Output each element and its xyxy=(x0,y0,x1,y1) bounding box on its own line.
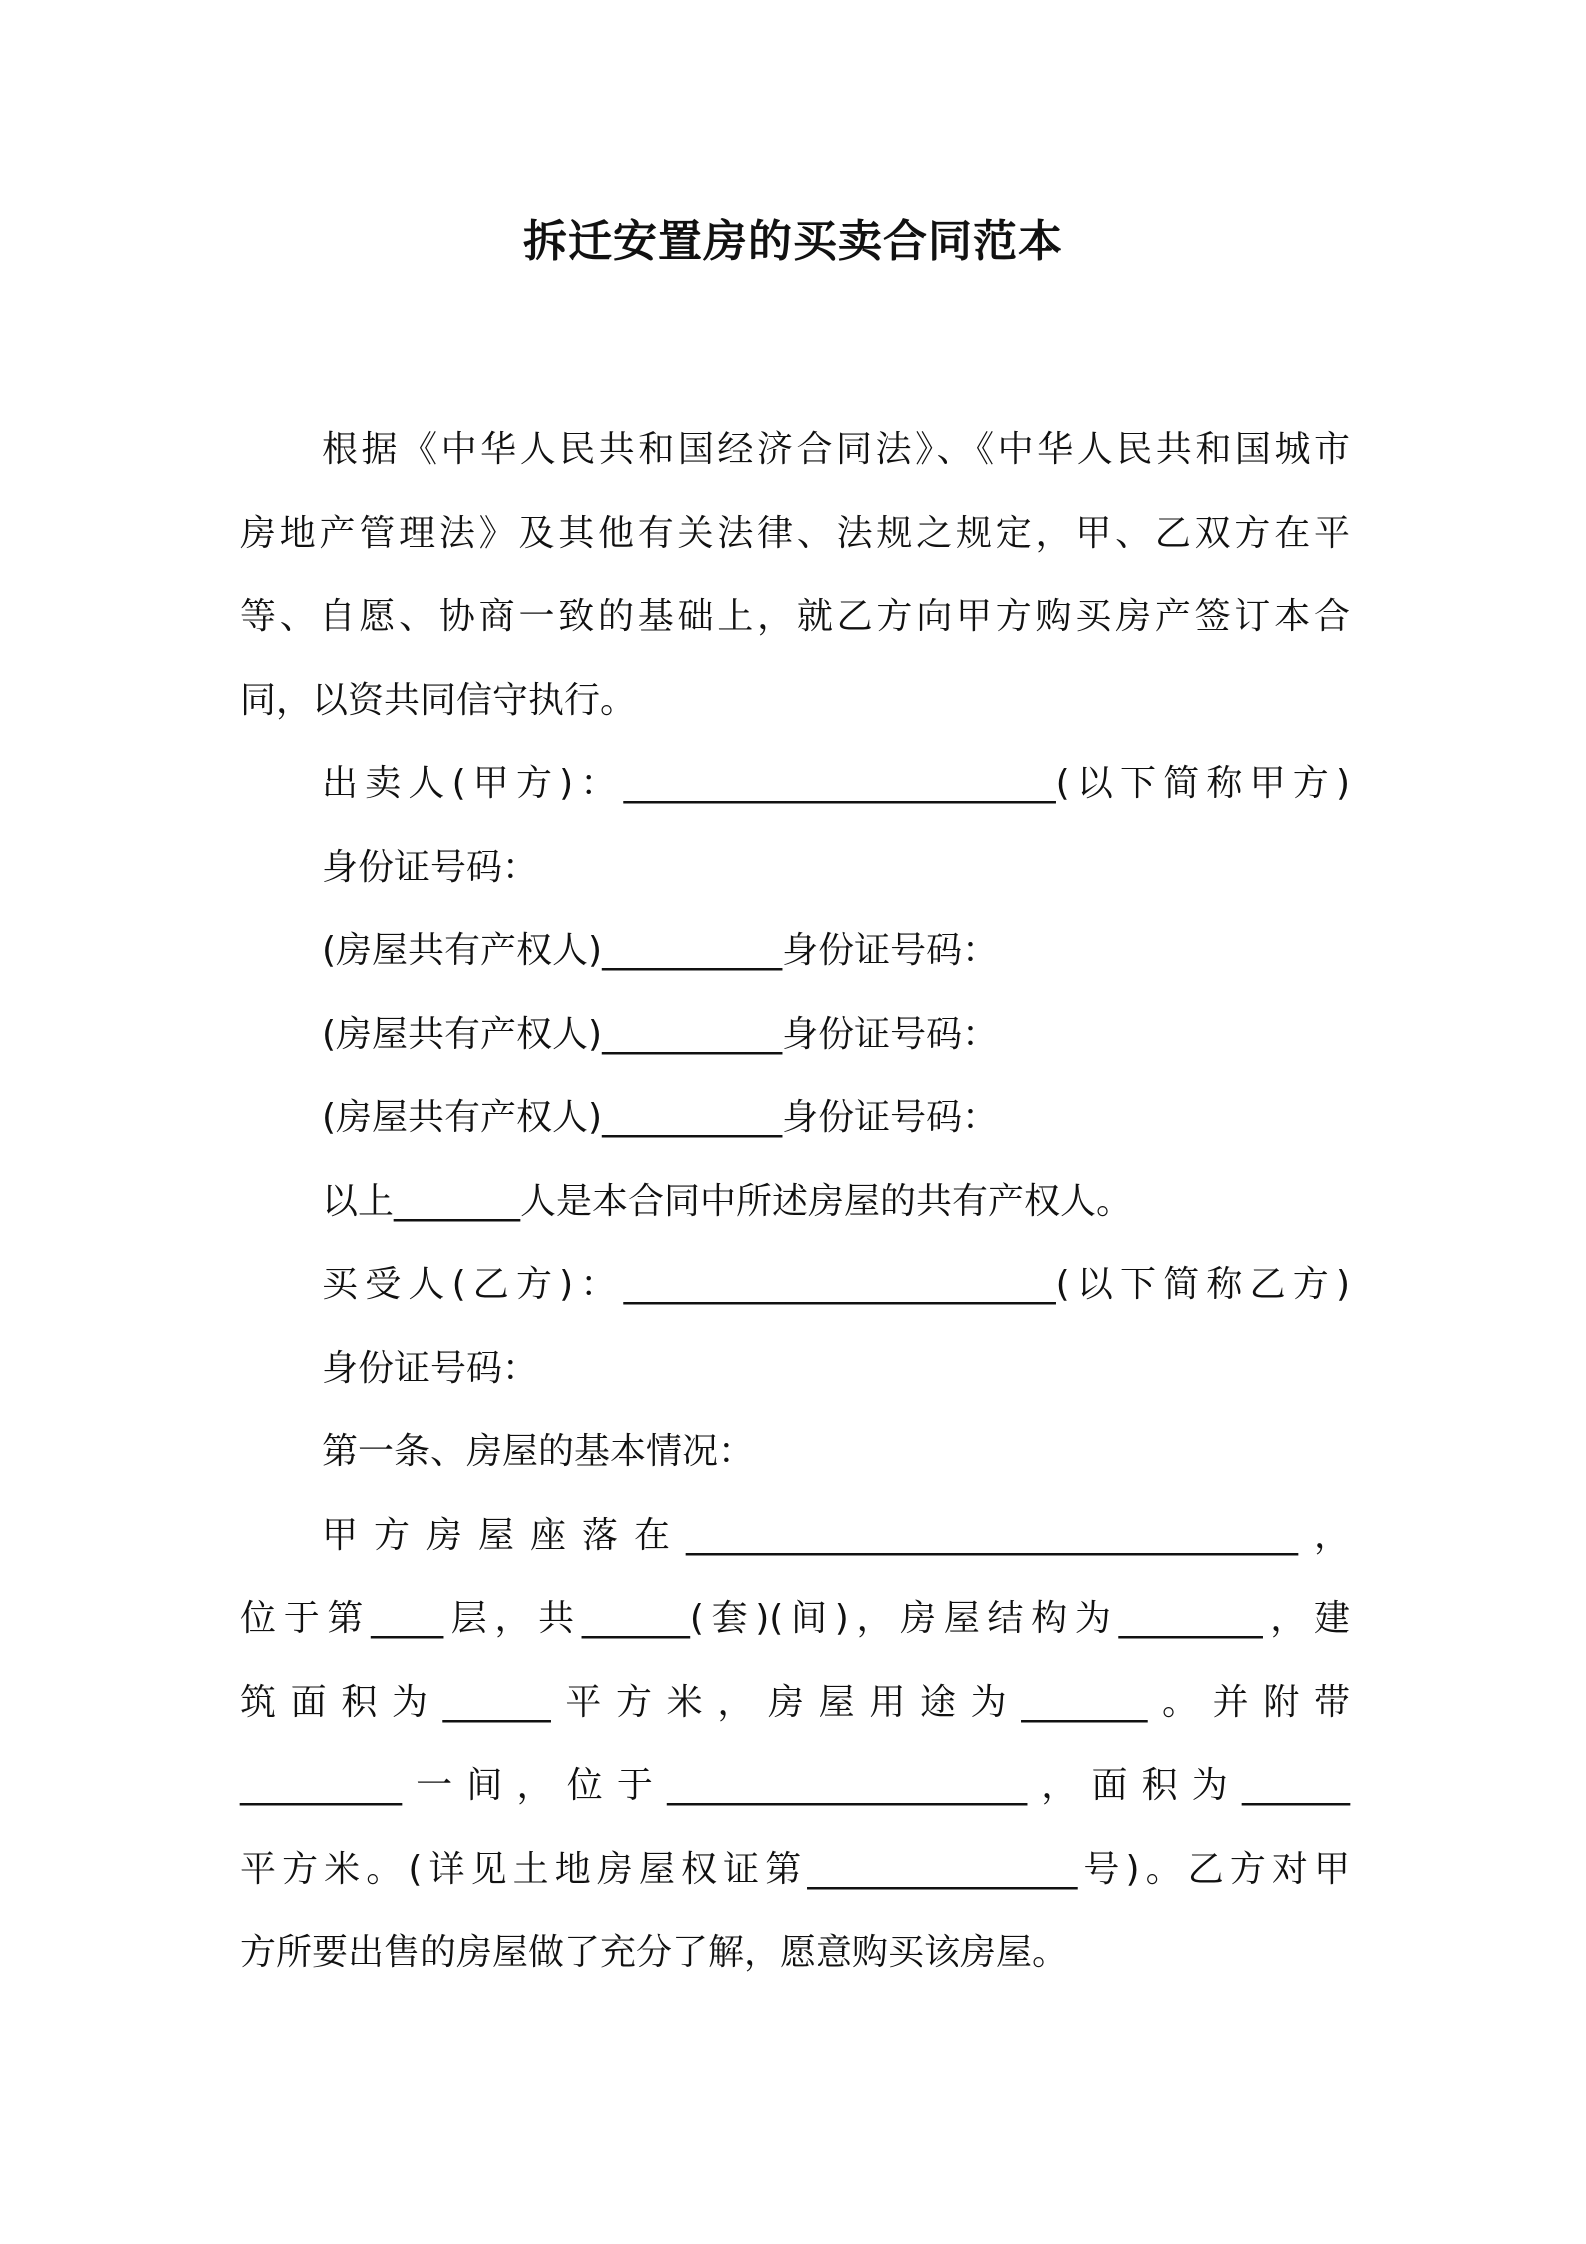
article-line: 平方米。(详见土地房屋权证第_______________号)。乙方对甲 xyxy=(240,1848,1350,1890)
article-line: _________一间，位于____________________，面积为______ xyxy=(240,1765,1350,1806)
seller-line: 出卖人(甲方)：________________________(以下简称甲方) xyxy=(322,763,1350,804)
article-line: 方所要出售的房屋做了充分了解，愿意购买该房屋。 xyxy=(240,1932,1069,1973)
co-owner-line: (房屋共有产权人)__________身份证号码： xyxy=(322,1013,999,1055)
article-heading: 第一条、房屋的基本情况： xyxy=(322,1431,755,1472)
buyer-line: 买受人(乙方)：________________________(以下简称乙方) xyxy=(322,1264,1350,1305)
co-owner-line: (房屋共有产权人)__________身份证号码： xyxy=(322,1097,999,1138)
co-owner-line: (房屋共有产权人)__________身份证号码： xyxy=(322,930,999,971)
article-line: 位于第____层，共______(套)(间)，房屋结构为________，建 xyxy=(240,1598,1350,1639)
buyer-id-line: 身份证号码： xyxy=(322,1347,539,1389)
paragraph-line: 房地产管理法》及其他有关法律、法规之规定，甲、乙双方在平 xyxy=(240,512,1350,554)
article-line: 筑面积为______平方米，房屋用途为_______。并附带 xyxy=(240,1681,1350,1723)
document-title: 拆迁安置房的买卖合同范本 xyxy=(523,216,1063,267)
article-line: 甲方房屋座落在__________________________________， xyxy=(322,1514,1350,1556)
paragraph-line: 根据《中华人民共和国经济合同法》、《中华人民共和国城市 xyxy=(322,429,1350,470)
co-owner-summary-line: 以上_______人是本合同中所述房屋的共有产权人。 xyxy=(322,1180,1133,1222)
paragraph-line: 同，以资共同信守执行。 xyxy=(240,679,637,721)
document-body xyxy=(240,408,1350,1995)
seller-id-line: 身份证号码： xyxy=(322,846,539,888)
paragraph-line: 等、自愿、协商一致的基础上，就乙方向甲方购买房产签订本合 xyxy=(240,596,1350,637)
